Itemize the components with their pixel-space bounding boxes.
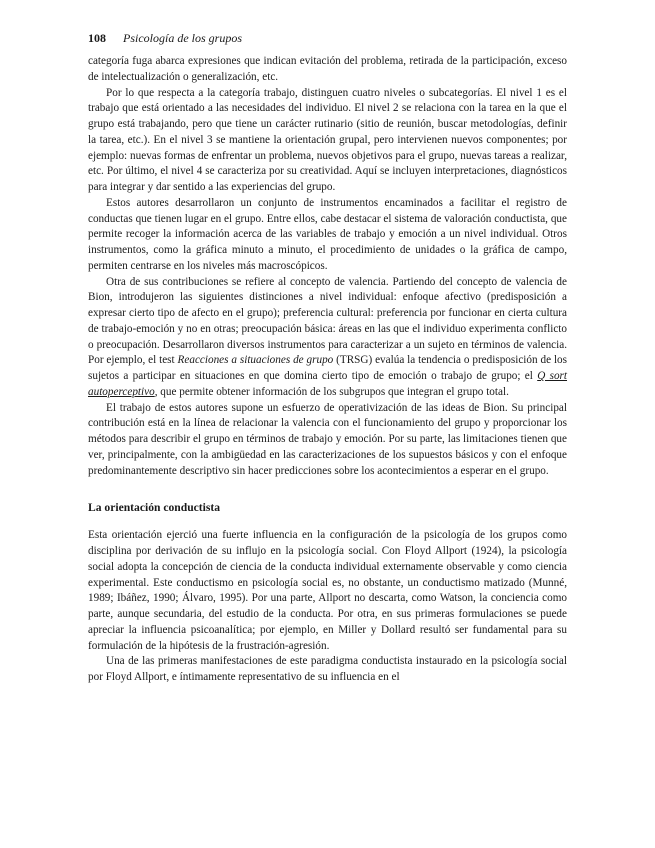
paragraph-instruments: Estos autores desarrollaron un conjunto de instrumentos encaminados a facilitar el registro de conductas que tienen lugar en el grupo. Entre ellos, cabe destacar el sistema de valoración conductista, que permite recoger la información acerca de las variables de trabajo y emoción a un nivel individual. Otros instrumentos, como la gráfica minuto a minuto, el procedimiento de unidades o la gráfica de campo, permiten centrarse en los niveles más macroscópicos.: [88, 196, 567, 272]
valencia-text-2: (TRSG) evalúa la tendencia o predisposición de los sujetos a participar en situaciones en que domina cierto tipo de emoción o trabajo de grupo; el: [88, 354, 567, 382]
valencia-text-1: Otra de sus contribuciones se refiere al concepto de valencia. Partiendo del concepto de valencia de Bion, introdujeron las siguientes distinciones a nivel individual: enfoque afectivo (predisposición a expresar cierto tipo de afecto en el grupo); preferencia cultural: preferencia por funcionar en cierta cultura de trabajo-emoción y no en otras; preocupación básica: áreas en las que el individuo experimenta conflicto o preocupación. Desarrollaron diversos instrumentos para caracterizar a un sujeto en términos de valencia. Por ejemplo, el test: [88, 275, 567, 367]
test-title-qsort: Q sort autoperceptivo: [88, 370, 568, 398]
valencia-text-3: , que permite obtener información de los subgrupos que integran el grupo total.: [154, 385, 509, 398]
page-number: 108: [88, 31, 106, 45]
paragraph-evaluation: El trabajo de estos autores supone un esfuerzo de operativización de las ideas de Bion. Su principal contribución está en la línea de relacionar la valencia con el funcionamiento del grupo y proporcionar los métodos para describir el grupo en términos de trabajo y emoción. Por su parte, las limitaciones tienen que ver, principalmente, con la ambigüedad en las caracterizaciones de los supuestos básicos y con el enfoque predominantemente descriptivo sin hacer predicciones sobre los acontecimientos a esperar en el grupo.: [88, 401, 567, 477]
section-heading: La orientación conductista: [88, 501, 221, 515]
book-page: [88, 30, 567, 686]
running-header: [88, 30, 567, 46]
paragraph-trabajo-levels: Por lo que respecta a la categoría trabajo, distinguen cuatro niveles o subcategorías. El nivel 1 es el trabajo que está orientado a las necesidades del individuo. El nivel 2 se relaciona con la tarea en la que el grupo está trabajando, pero que tiene un carácter rutinario (sitio de reunión, buscar metodologías, definir la tarea, etc.). En el nivel 3 se mantiene la orientación grupal, pero intervienen nuevos componentes; por ejemplo: nuevas formas de enfrentar un problema, nuevos objetivos para el grupo, nuevas tareas a realizar, etc. Por último, el nivel 4 se caracteriza por su creatividad. Aquí se incluyen interpretaciones, diagnósticos para integrar y dar sentido a las experiencias del grupo.: [88, 86, 567, 193]
test-title-trsg: Reacciones a situaciones de grupo: [177, 354, 334, 367]
paragraph-conductismo: Esta orientación ejerció una fuerte influencia en la configuración de la psicología de los grupos como disciplina por derivación de su influjo en la psicología social. Con Floyd Allport (1924), la psicología social adopta la concepción de ciencia de la conducta individual externamente observable y como ciencia experimental. Este conductismo en psicología social es, no obstante, un conductismo matizado (Munné, 1989; Ibáñez, 1990; Álvaro, 1995). Por una parte, Allport no descarta, como Watson, la conciencia como parte, aunque secundaria, del estudio de la conducta. Por otra, en sus primeras formulaciones se puede apreciar la influencia psicoanalítica; por ejemplo, en Miller y Dollard resultó ser fundamental para su formulación de la hipótesis de la frustración-agresión.: [88, 529, 567, 652]
paragraph-paradigma: Una de las primeras manifestaciones de este paradigma conductista instaurado en la psicología social por Floyd Allport, e íntimamente representativo de su influencia en el: [88, 655, 567, 683]
paragraph-valencia: [88, 275, 567, 401]
running-title: Psicología de los grupos: [123, 31, 242, 45]
paragraph-fuga: categoría fuga abarca expresiones que indican evitación del problema, retirada de la participación, exceso de intelectualización o generalización, etc.: [88, 55, 567, 83]
